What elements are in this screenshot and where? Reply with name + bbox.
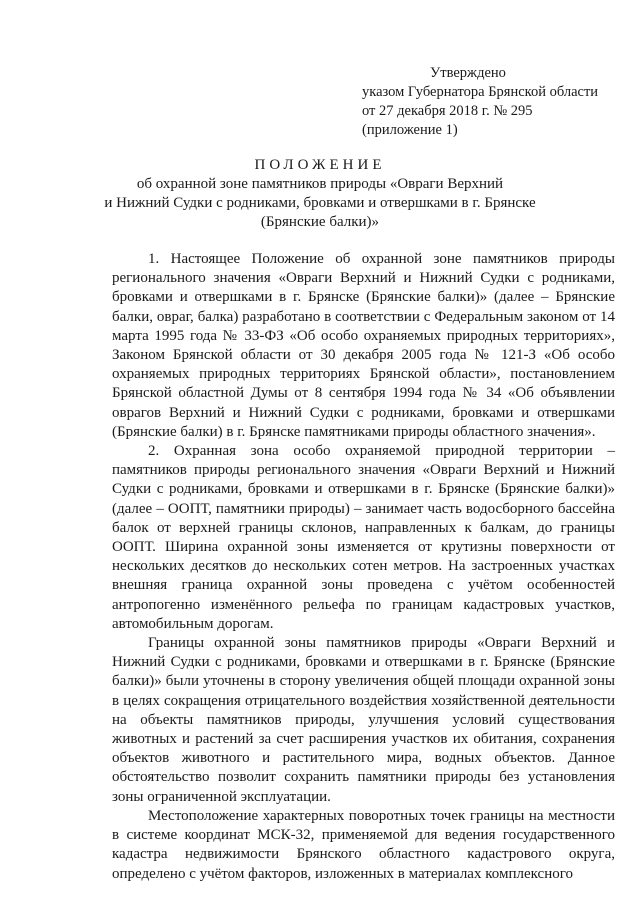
approval-line-decree: указом Губернатора Брянской области (362, 84, 599, 100)
title-line-1: об охранной зоне памятников природы «Овраги Верхний (136, 176, 504, 192)
paragraph-1: 1. Настоящее Положение об охранной зоне памятников природы регионального значения «Овраги Верхний и Нижний Судки с родниками, бровками и отвершками в г. Брянске (Брянские балки)» (далее – Брянские балки, овраг, балка) разработано в соответствии с Федеральным законом от 14 марта 1995 года № 33-ФЗ «Об особо охраняемых природных территориях», Законом Брянской области от 30 декабря 2005 года № 121-З «Об особо охраняемых природных территориях Брянской области», постановлением Брянской областной Думы от 8 сентября 1994 года № 34 «Об объявлении оврагов Верхний и Нижний Судки с родниками, бровками и отвершками (Брянские балки) в г. Брянске памятниками природы областного значения». (112, 251, 615, 440)
title-heading: ПОЛОЖЕНИЕ (254, 157, 386, 173)
paragraph-4: Местоположение характерных поворотных точек границы на местности в системе координат МСК-32, применяемой для ведения государственного кадастра недвижимости Брянского областного кадастрового округа, определено с учётом факторов, изложенных в материалах комплексного (112, 807, 615, 882)
approval-line-approved: Утверждено (430, 65, 506, 81)
title-line-3: (Брянские балки)» (260, 214, 380, 230)
approval-block (362, 64, 598, 140)
approval-line-date-number: от 27 декабря 2018 г. № 295 (362, 103, 533, 119)
paragraph-3: Границы охранной зоны памятников природы «Овраги Верхний и Нижний Судки с родниками, бровками и отвершками в г. Брянске (Брянские балки)» были уточнены в сторону увеличения общей площади охранной зоны в целях сокращения отрицательного воздействия хозяйственной деятельности на объекты памятников природы, улучшения условий существования животных и растений за счет расширения участков их обитания, сохранения объектов животного и растительного мира, водных объектов. Данное обстоятельство позволит сохранить памятники природы без установления зоны ограниченной эксплуатации. (112, 635, 615, 805)
title-line-2: и Нижний Судки с родниками, бровками и отвершками в г. Брянске (104, 195, 536, 211)
document-body (112, 250, 615, 884)
document-title (0, 156, 640, 232)
approval-line-appendix: (приложение 1) (362, 122, 458, 138)
paragraph-2: 2. Охранная зона особо охраняемой природной территории – памятников природы регионального значения «Овраги Верхний и Нижний Судки с родниками, бровками и отвершками в г. Брянске (Брянские балки)» (далее – ООПТ, памятники природы) – занимает часть водосборного бассейна балок от верхней границы склонов, направленных к балкам, до границы ООПТ. Ширина охранной зоны изменяется от крутизны поверхности от нескольких десятков до нескольких сотен метров. На застроенных участках внешняя граница охранной зоны проведена с учётом особенностей антропогенно изменённого рельефа по границам кадастровых участков, автомобильным дорогам. (112, 443, 615, 632)
